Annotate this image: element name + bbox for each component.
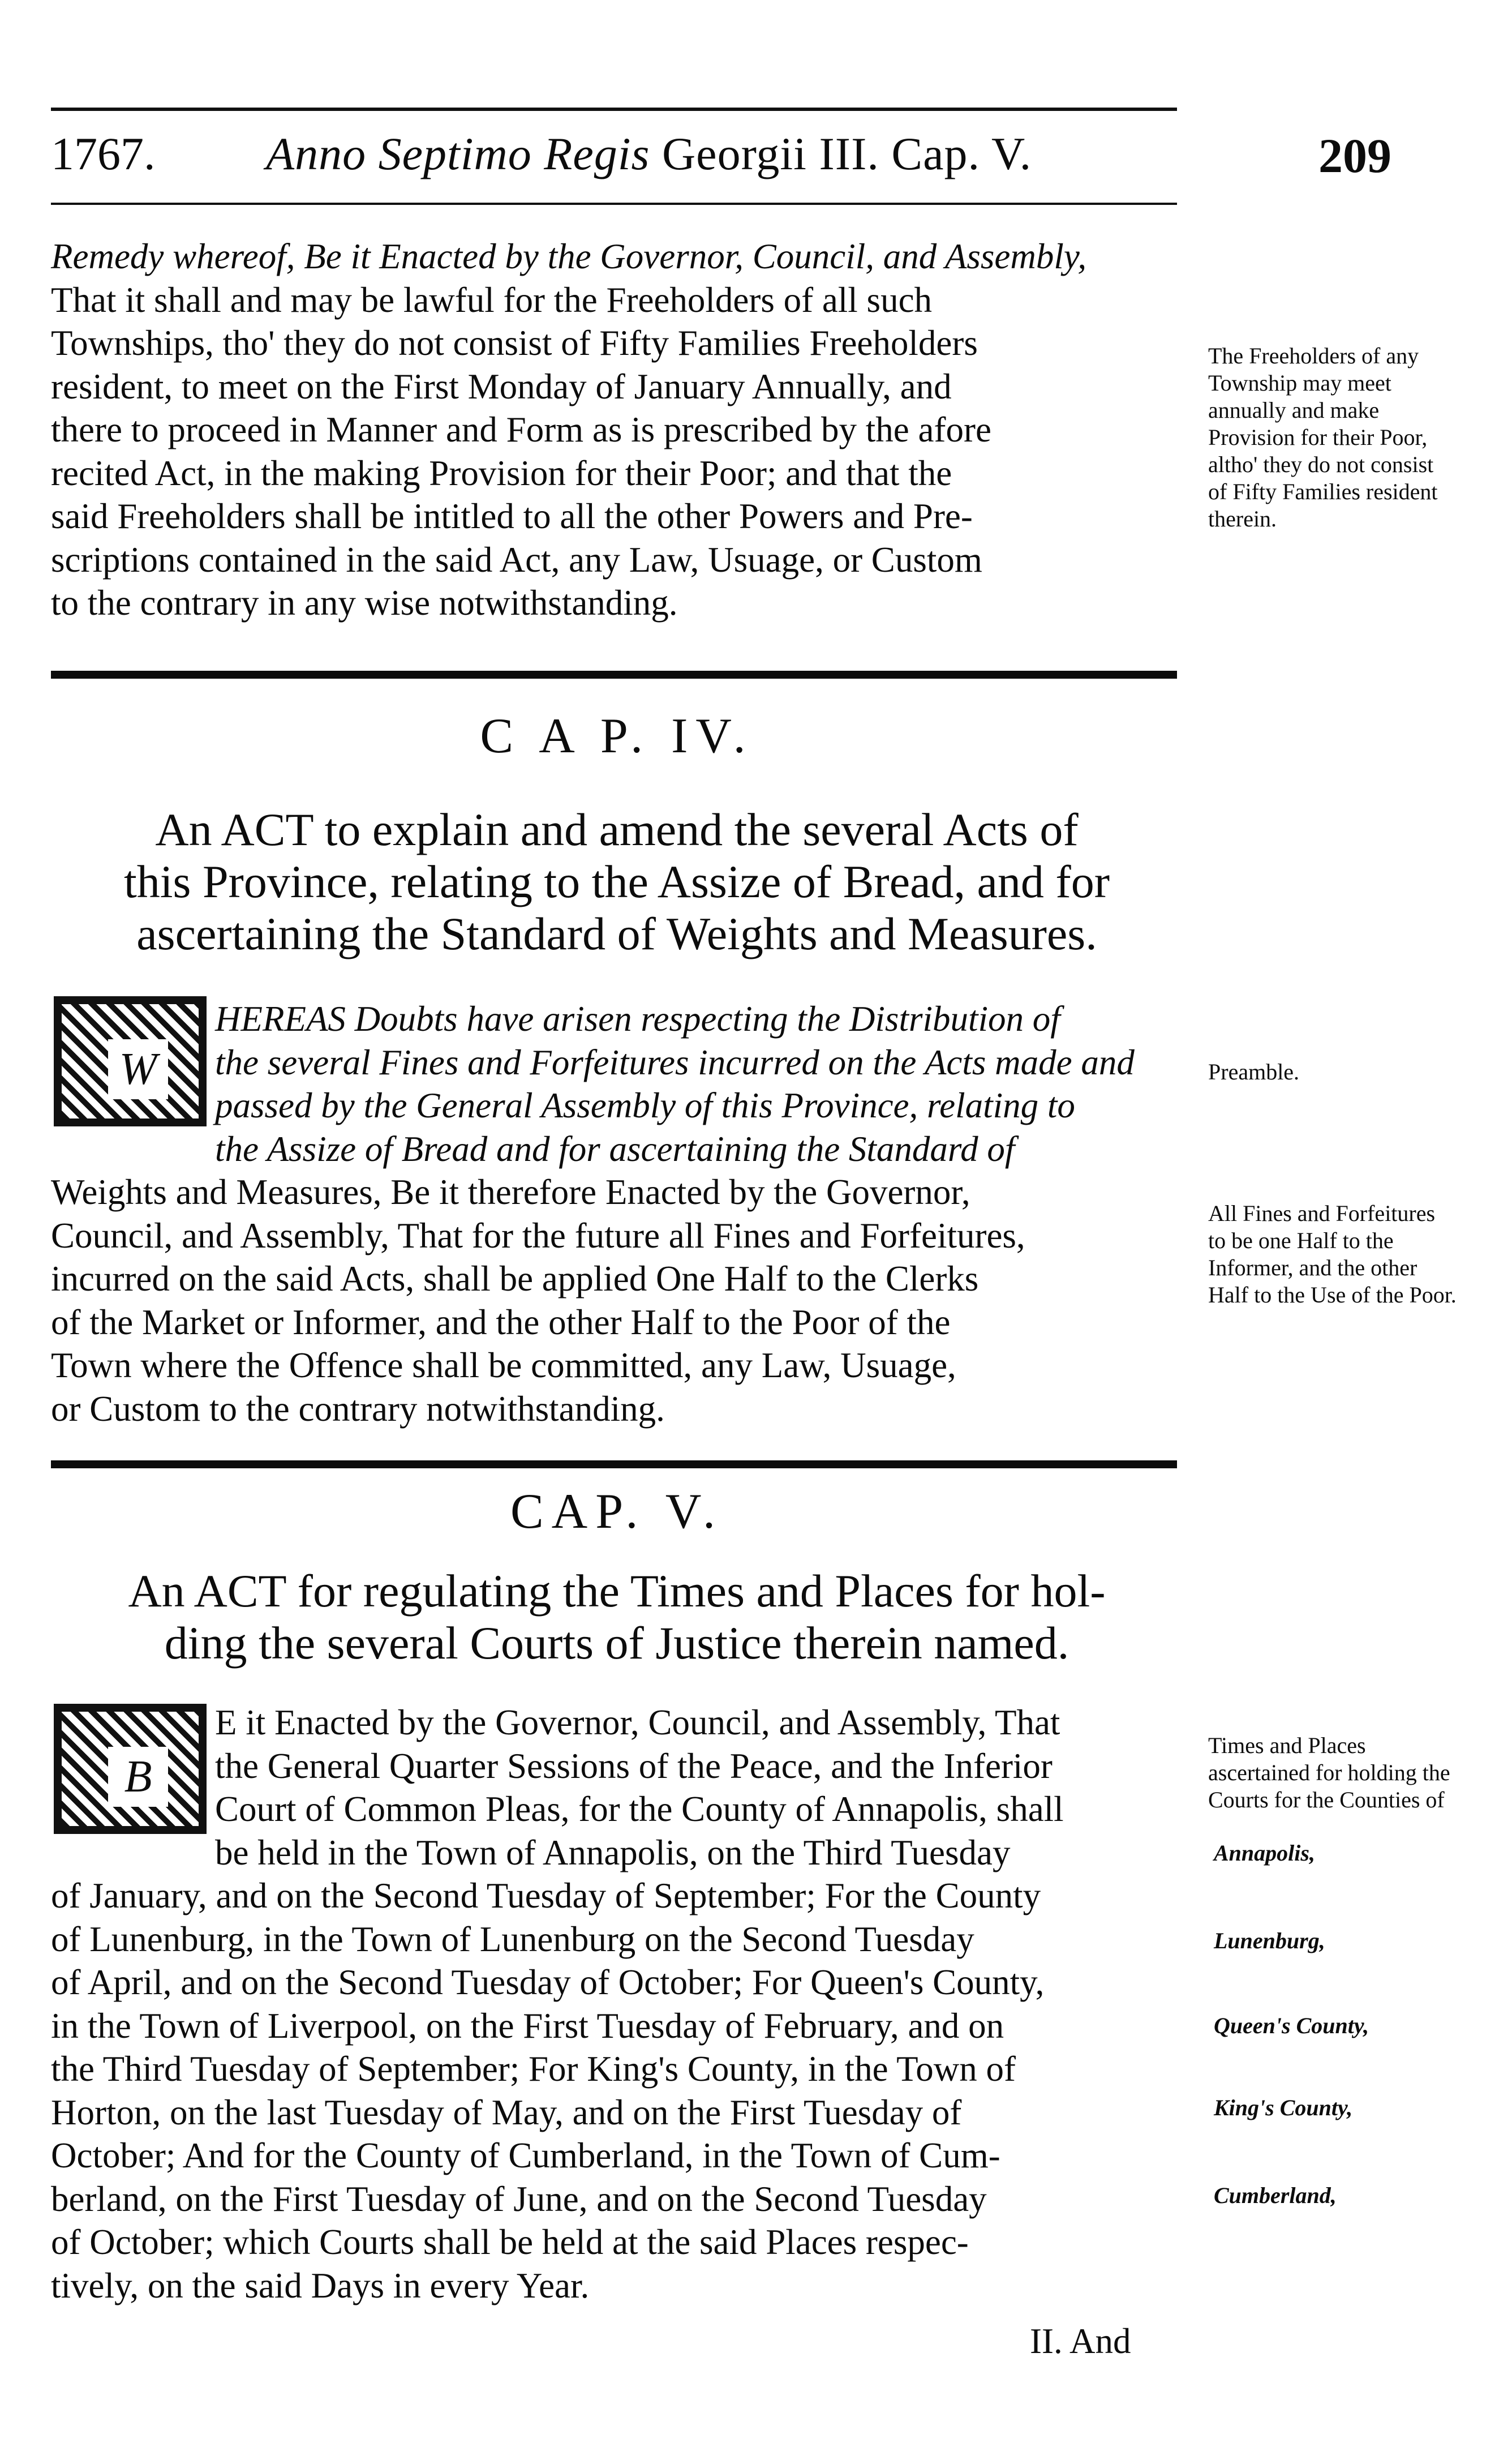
- section-divider: [51, 671, 1177, 679]
- cap4-body-text: [51, 1171, 1183, 1430]
- ornamental-initial-b: [54, 1704, 207, 1834]
- text-line: of April, and on the Second Tuesday of October; For Queen's County,: [51, 1962, 1045, 2002]
- cap4-heading: C A P. IV.: [480, 709, 754, 764]
- cap5-title: [51, 1565, 1183, 1669]
- title-line: this Province, relating to the Assize of Bread, and for: [123, 856, 1110, 907]
- margin-note-queens-county: Queen's County,: [1214, 2013, 1369, 2038]
- text-line: of January, and on the Second Tuesday of September; For the County: [51, 1876, 1041, 1915]
- margin-note-preamble: Preamble.: [1208, 1059, 1300, 1085]
- text-line: or Custom to the contrary notwithstanding.: [51, 1388, 665, 1429]
- text-line: berland, on the First Tuesday of June, and on the Second Tuesday: [51, 2179, 987, 2219]
- margin-note-lunenburg: Lunenburg,: [1214, 1928, 1325, 1953]
- top-rule: [51, 108, 1177, 111]
- margin-note-times-places: Times and Places ascertained for holding the Courts for the Counties of: [1208, 1733, 1450, 1812]
- ornamental-initial-w: [54, 996, 207, 1126]
- header-anno: Anno Septimo Regis: [266, 128, 650, 179]
- text-line: Weights and Measures, Be it therefore Enacted by the Governor,: [51, 1172, 970, 1212]
- text-line: tively, on the said Days in every Year.: [51, 2265, 590, 2305]
- header-rule: [51, 203, 1177, 205]
- text-line: incurred on the said Acts, shall be applied One Half to the Clerks: [51, 1259, 979, 1298]
- title-line: An ACT for regulating the Times and Places for hol-: [128, 1565, 1106, 1617]
- cap5-intro-indented: [215, 1701, 1183, 1874]
- text-line: Remedy whereof, Be it Enacted by the Governor, Council, and Assembly,: [51, 237, 1087, 276]
- title-line: An ACT to explain and amend the several Acts of: [155, 804, 1079, 855]
- text-line: to the contrary in any wise notwithstanding.: [51, 583, 678, 623]
- text-line: Council, and Assembly, That for the future all Fines and Forfeitures,: [51, 1215, 1025, 1255]
- prev-section-text: [51, 235, 1183, 625]
- text-line: That it shall and may be lawful for the Freeholders of all such: [51, 280, 933, 320]
- text-line: Court of Common Pleas, for the County of Annapolis, shall: [215, 1789, 1064, 1829]
- header-king: Georgii III.: [662, 128, 879, 179]
- cap5-body-text: [51, 1874, 1183, 2307]
- text-line: recited Act, in the making Provision for their Poor; and that the: [51, 453, 952, 493]
- margin-note-cumberland: Cumberland,: [1214, 2183, 1337, 2208]
- text-line: the several Fines and Forfeitures incurred on the Acts made and: [215, 1042, 1135, 1082]
- text-line: be held in the Town of Annapolis, on the Third Tuesday: [215, 1832, 1011, 1872]
- running-header: [51, 127, 1217, 190]
- margin-note-kings-county: King's County,: [1214, 2095, 1353, 2120]
- title-line: ascertaining the Standard of Weights and Measures.: [136, 908, 1097, 959]
- text-line: Horton, on the last Tuesday of May, and on the First Tuesday of: [51, 2092, 962, 2132]
- text-line: in the Town of Liverpool, on the First Tuesday of February, and on: [51, 2005, 1004, 2046]
- text-line: October; And for the County of Cumberland, in the Town of Cum-: [51, 2136, 1000, 2175]
- text-line: E it Enacted by the Governor, Council, and Assembly, That: [215, 1703, 1060, 1742]
- catchword: II. And: [1030, 2321, 1131, 2361]
- text-line: HEREAS Doubts have arisen respecting the Distribution of: [215, 999, 1060, 1039]
- margin-note-fines: All Fines and Forfeitures to be one Half to the Informer, and the other Half to the Use of the Poor.: [1208, 1201, 1457, 1308]
- page-number: 209: [1318, 128, 1391, 183]
- text-line: Townships, tho' they do not consist of Fifty Families Freeholders: [51, 323, 978, 363]
- text-line: scriptions contained in the said Act, any Law, Usuage, or Custom: [51, 539, 982, 580]
- section-divider: [51, 1460, 1177, 1468]
- initial-letter: B: [108, 1747, 168, 1807]
- text-line: of October; which Courts shall be held at the said Places respec-: [51, 2222, 969, 2262]
- text-line: resident, to meet on the First Monday of January Annually, and: [51, 366, 952, 406]
- text-line: the Third Tuesday of September; For King's County, in the Town of: [51, 2049, 1016, 2089]
- cap4-title: [51, 804, 1183, 960]
- text-line: said Freeholders shall be intitled to all the other Powers and Pre-: [51, 496, 973, 536]
- header-cap: Cap. V.: [891, 128, 1032, 179]
- text-line: passed by the General Assembly of this Province, relating to: [215, 1086, 1075, 1125]
- title-line: ding the several Courts of Justice therein named.: [164, 1617, 1069, 1669]
- header-title: [266, 127, 1032, 181]
- header-year: 1767.: [51, 128, 156, 179]
- margin-note-annapolis: Annapolis,: [1214, 1840, 1315, 1866]
- text-line: of Lunenburg, in the Town of Lunenburg on the Second Tuesday: [51, 1919, 974, 1959]
- cap4-preamble-indented: [215, 997, 1183, 1171]
- text-line: Town where the Offence shall be committed, any Law, Usuage,: [51, 1345, 956, 1385]
- text-line: the Assize of Bread and for ascertaining the Standard of: [215, 1129, 1015, 1169]
- text-line: there to proceed in Manner and Form as is prescribed by the afore: [51, 410, 991, 449]
- margin-note-freeholders: The Freeholders of any Township may meet annually and make Provision for their Poor, altho' they do not consist of Fifty Families resident therein.: [1208, 343, 1438, 532]
- text-line: of the Market or Informer, and the other Half to the Poor of the: [51, 1302, 951, 1342]
- initial-letter: W: [108, 1039, 168, 1099]
- cap5-heading: CAP. V.: [510, 1484, 724, 1539]
- text-line: the General Quarter Sessions of the Peace, and the Inferior: [215, 1746, 1053, 1786]
